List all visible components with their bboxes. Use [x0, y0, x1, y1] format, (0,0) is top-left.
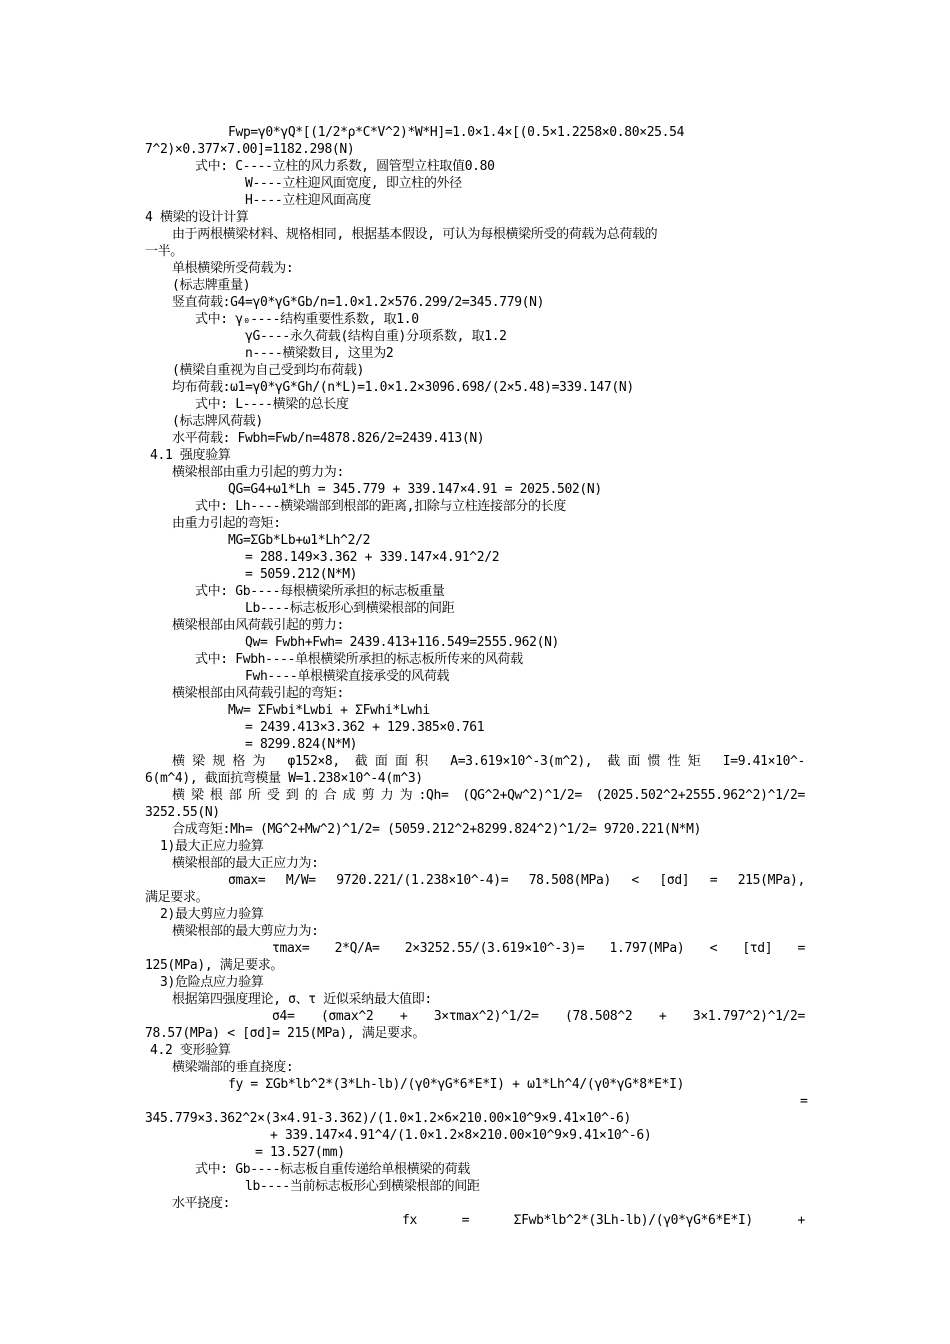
text-fourth-theory: 根据第四强度理论, σ、τ 近似采纳最大值即: [172, 992, 432, 1007]
text-beam-selfweight: (横梁自重视为自己受到均布荷载) [172, 363, 365, 378]
formula-sigma-max: σmax= M/W= 9720.221/(1.238×10^-4)= 78.508(MPa) < [σd] = 215(MPa), [228, 873, 805, 888]
note-gamma0: 式中: γ₀----结构重要性系数, 取1.0 [195, 312, 419, 327]
formula-qw: Qw= Fwbh+Fwh= 2439.413+116.549=2555.962(N) [245, 635, 560, 650]
formula-fy: fy = ΣGb*lb^2*(3*Lh-lb)/(γ0*γG*6*E*I) + ω1*Lh^4/(γ0*γG*8*E*I) [228, 1077, 685, 1092]
section-heading-4: 4 横梁的设计计算 [145, 210, 249, 225]
note-gb: 式中: Gb----每根横梁所承担的标志板重量 [195, 584, 445, 599]
formula-mh: 合成弯矩:Mh= (MG^2+Mw^2)^1/2= (5059.212^2+8299.824^2)^1/2= 9720.221(N*M) [172, 822, 702, 837]
text-sign-wind: (标志牌风荷载) [172, 414, 263, 429]
formula-qh-result: 3252.55(N) [145, 805, 220, 820]
text-satisfied-2: 125(MPa), 满足要求。 [145, 958, 284, 973]
text-shear-stress: 横梁根部的最大剪应力为: [172, 924, 319, 939]
text-beam-spec-cont: 6(m^4), 截面抗弯模量 W=1.238×10^-4(m^3) [145, 771, 423, 786]
paragraph-assumption-cont: 一半。 [145, 244, 183, 259]
text-single-beam-load: 单根横梁所受荷载为: [172, 261, 294, 276]
formula-g4: 竖直荷载:G4=γ0*γG*Gb/n=1.0×1.2×576.299/2=345.779(N) [172, 295, 545, 310]
note-lh: 式中: Lh----横梁端部到根部的距离,扣除与立柱连接部分的长度 [195, 499, 566, 514]
text-moment-gravity: 由重力引起的弯矩: [172, 516, 281, 531]
text-sign-weight: (标志牌重量) [172, 278, 251, 293]
note-fwbh: 式中: Fwbh----单根横梁所承担的标志板所传来的风荷载 [195, 652, 523, 667]
note-h: H----立柱迎风面高度 [245, 193, 371, 208]
formula-sigma4: σ4= (σmax^2 + 3×τmax^2)^1/2= (78.508^2 + 3×1.797^2)^1/2= [272, 1009, 805, 1024]
formula-mg-step: = 288.149×3.362 + 339.147×4.91^2/2 [245, 550, 500, 565]
formula-mg-result: = 5059.212(N*M) [245, 567, 358, 582]
formula-omega1: 均布荷载:ω1=γ0*γG*Gh/(n*L)=1.0×1.2×3096.698/(2×5.48)=339.147(N) [172, 380, 634, 395]
formula-fy-result: = 13.527(mm) [255, 1145, 345, 1160]
formula-qh: 横梁根部所受到的合成剪力为:Qh= (QG^2+Qw^2)^1/2= (2025.502^2+2555.962^2)^1/2= [172, 788, 805, 803]
note-c: 式中: C----立柱的风力系数, 圆管型立柱取值0.80 [195, 159, 495, 174]
formula-mw-result: = 8299.824(N*M) [245, 737, 358, 752]
heading-danger-point: 3)危险点应力验算 [160, 975, 264, 990]
note-fwh: Fwh----单根横梁直接承受的风荷载 [245, 669, 450, 684]
formula-qg: QG=G4+ω1*Lh = 345.779 + 339.147×4.91 = 2025.502(N) [228, 482, 602, 497]
note-l: 式中: L----横梁的总长度 [195, 397, 349, 412]
text-shear-gravity: 横梁根部由重力引起的剪力为: [172, 465, 344, 480]
formula-sigma4-result: 78.57(MPa) < [σd]= 215(MPa), 满足要求。 [145, 1026, 426, 1041]
heading-shear-stress: 2)最大剪应力验算 [160, 907, 264, 922]
text-moment-wind: 横梁根部由风荷载引起的弯矩: [172, 686, 344, 701]
formula-mw-step: = 2439.413×3.362 + 129.385×0.761 [245, 720, 485, 735]
note-gammag: γG----永久荷载(结构自重)分项系数, 取1.2 [245, 329, 507, 344]
formula-fx: fx = ΣFwb*lb^2*(3Lh-lb)/(γ0*γG*6*E*I) + [402, 1213, 805, 1228]
text-shear-wind: 横梁根部由风荷载引起的剪力: [172, 618, 344, 633]
text-vertical-deflection: 横梁端部的垂直挠度: [172, 1060, 294, 1075]
note-lb: Lb----标志板形心到横梁根部的间距 [245, 601, 455, 616]
formula-fwp: Fwp=γ0*γQ*[(1/2*ρ*C*V^2)*W*H]=1.0×1.4×[(0.5×1.2258×0.80×25.54 [228, 125, 685, 140]
formula-fy-step2: + 339.147×4.91^4/(1.0×1.2×8×210.00×10^9×9.41×10^-6) [270, 1128, 652, 1143]
note-n: n----横梁数目, 这里为2 [245, 346, 394, 361]
text-normal-stress: 横梁根部的最大正应力为: [172, 856, 319, 871]
formula-fwbh: 水平荷载: Fwbh=Fwb/n=4878.826/2=2439.413(N) [172, 431, 485, 446]
formula-mw: Mw= ΣFwbi*Lwbi + ΣFwhi*Lwhi [228, 703, 430, 718]
section-heading-4-1: 4.1 强度验算 [150, 448, 231, 463]
note-w: W----立柱迎风面宽度, 即立柱的外径 [245, 176, 462, 191]
formula-fy-equals: = [800, 1094, 808, 1109]
text-beam-spec: 横梁规格为 φ152×8, 截面面积 A=3.619×10^-3(m^2), 截面惯性矩 I=9.41×10^- [172, 754, 805, 769]
formula-tau-max: τmax= 2*Q/A= 2×3252.55/(3.619×10^-3)= 1.797(MPa) < [τd] = [272, 941, 805, 956]
formula-fy-step1: 345.779×3.362^2×(3×4.91-3.362)/(1.0×1.2×6×210.00×10^9×9.41×10^-6) [145, 1111, 631, 1126]
formula-fwp-cont: 7^2)×0.377×7.00]=1182.298(N) [145, 142, 355, 157]
text-horizontal-deflection: 水平挠度: [172, 1196, 231, 1211]
section-heading-4-2: 4.2 变形验算 [150, 1043, 231, 1058]
formula-mg: MG=ΣGb*Lb+ω1*Lh^2/2 [228, 533, 371, 548]
paragraph-assumption: 由于两根横梁材料、规格相同, 根据基本假设, 可认为每根横梁所受的荷载为总荷载的 [172, 227, 658, 242]
text-satisfied-1: 满足要求。 [145, 890, 209, 905]
note-gb-load: 式中: Gb----标志板自重传递给单根横梁的荷载 [195, 1162, 470, 1177]
note-lb-distance: lb----当前标志板形心到横梁根部的间距 [245, 1179, 480, 1194]
heading-normal-stress: 1)最大正应力验算 [160, 839, 264, 854]
